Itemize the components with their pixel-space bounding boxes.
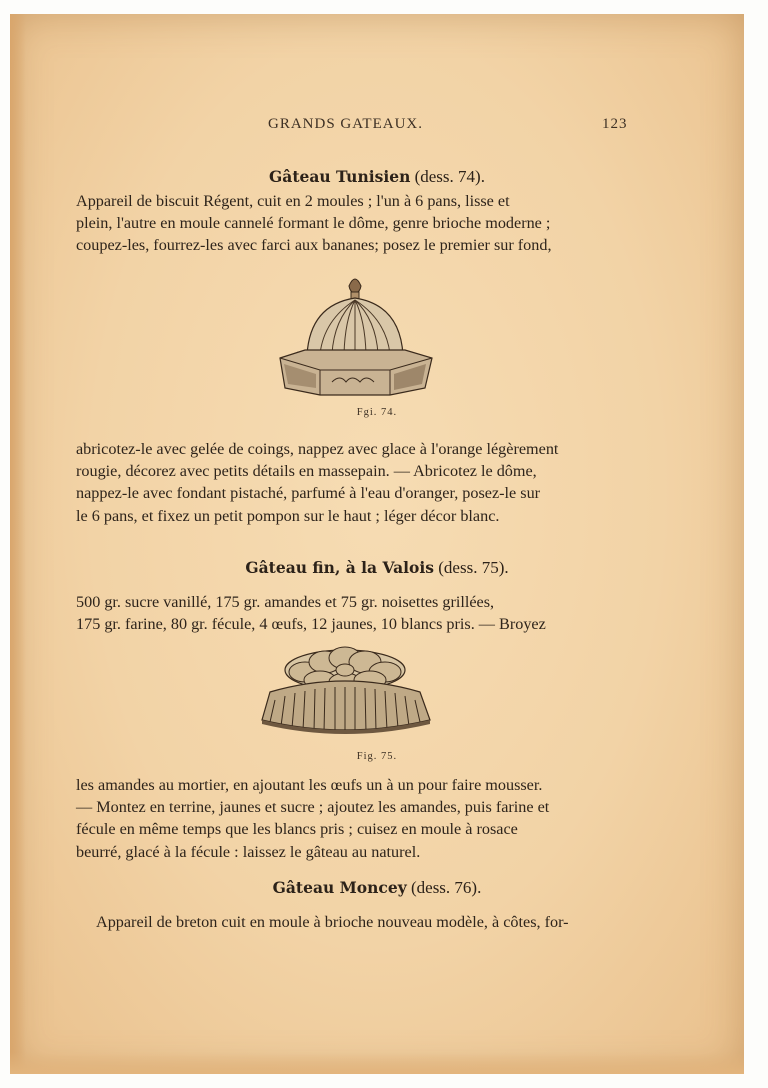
page-number: 123: [602, 116, 628, 132]
section-ref: (dess. 76).: [410, 878, 482, 897]
section-ref: (dess. 75).: [438, 558, 509, 577]
text-line: plein, l'autre en moule cannelé formant le dôme, genre brioche moderne ;: [76, 214, 551, 233]
section-heading-tunisien: [10, 167, 744, 187]
section-ref: (dess. 74).: [414, 167, 485, 186]
section-title: Gâteau fin, à la Valois: [245, 558, 434, 577]
figure-74-dome-cake-illustration: [260, 260, 450, 400]
text-line: coupez-les, fourrez-les avec farci aux bananes; posez le premier sur fond,: [76, 236, 552, 255]
figure-75-caption: Fig. 75.: [356, 751, 398, 762]
book-page: [10, 14, 744, 1074]
text-line: fécule en même temps que les blancs pris ; cuisez en moule à rosace: [76, 820, 518, 839]
text-line: 500 gr. sucre vanillé, 175 gr. amandes et 75 gr. noisettes grillées,: [76, 593, 495, 611]
text-line: les amandes au mortier, en ajoutant les œufs un à un pour faire mousser.: [76, 776, 543, 794]
paragraph-valois-intro: [76, 591, 632, 635]
paragraph-moncey-intro: [96, 911, 632, 933]
section-title: Gâteau Tunisien: [269, 167, 411, 186]
paragraph-tunisien-intro: [76, 190, 632, 257]
paragraph-tunisien-method: [76, 438, 632, 527]
paragraph-valois-method: [76, 774, 632, 863]
text-line: rougie, décorez avec petits détails en massepain. — Abricotez le dôme,: [76, 462, 537, 481]
section-heading-valois: [10, 558, 744, 578]
text-line: 175 gr. farine, 80 gr. fécule, 4 œufs, 12 jaunes, 10 blancs pris. — Broyez: [76, 615, 546, 634]
text-line: Appareil de biscuit Régent, cuit en 2 moules ; l'un à 6 pans, lisse et: [76, 192, 510, 210]
text-line: beurré, glacé à la fécule : laissez le gâteau au naturel.: [76, 842, 421, 861]
section-title: Gâteau Moncey: [272, 878, 407, 897]
text-line: le 6 pans, et fixez un petit pompon sur le haut ; léger décor blanc.: [76, 506, 500, 525]
text-line: — Montez en terrine, jaunes et sucre ; ajoutez les amandes, puis farine et: [76, 798, 550, 817]
figure-75-rosette-cake-illustration: [250, 640, 440, 740]
text-line: abricotez-le avec gelée de coings, nappez avec glace à l'orange légèrement: [76, 440, 559, 458]
page-bottom-shadow: [10, 1052, 744, 1074]
text-line: nappez-le avec fondant pistaché, parfumé à l'eau d'oranger, posez-le sur: [76, 484, 541, 503]
section-heading-moncey: [10, 878, 744, 898]
figure-74-caption: Fgi. 74.: [356, 407, 398, 418]
running-title: GRANDS GATEAUX.: [268, 116, 424, 132]
text-line: Appareil de breton cuit en moule à brioche nouveau modèle, à côtes, for-: [96, 913, 569, 931]
